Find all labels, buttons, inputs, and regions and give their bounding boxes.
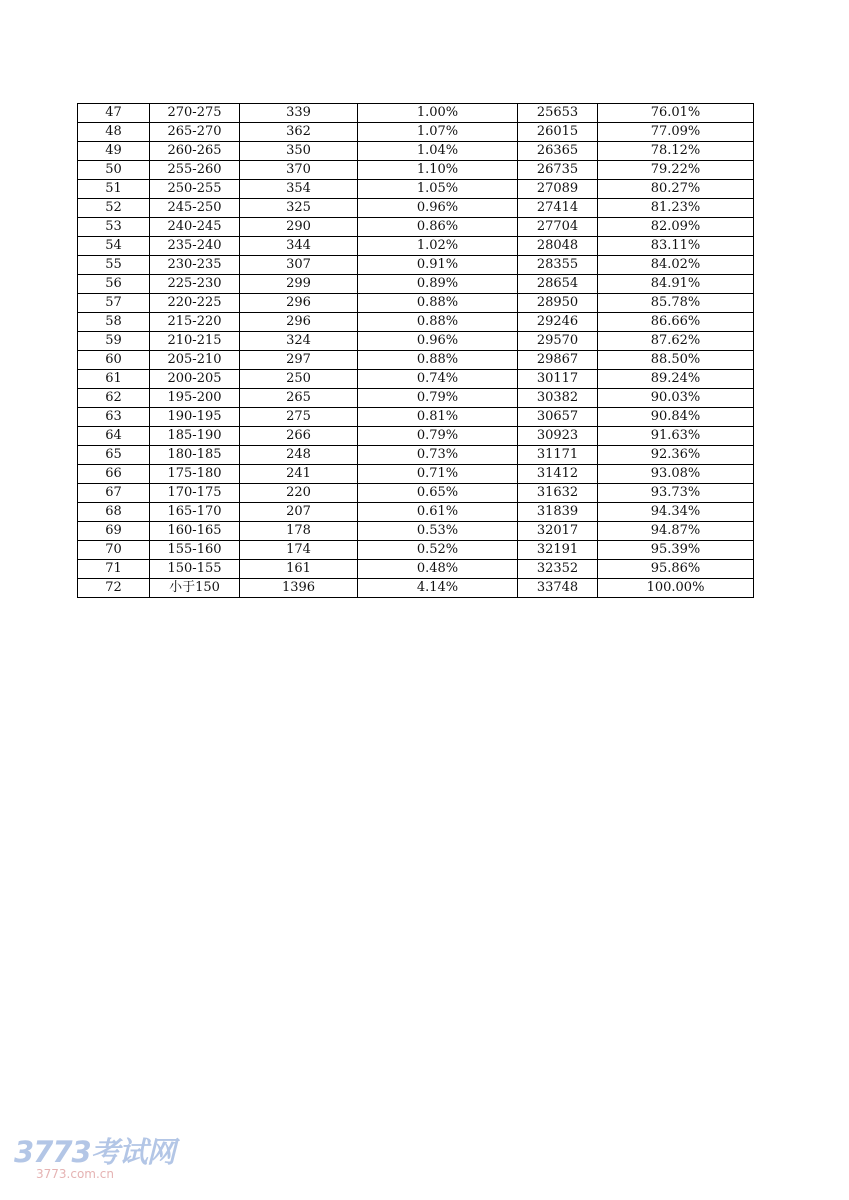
count-cell: 296 bbox=[240, 313, 358, 332]
count-cell: 370 bbox=[240, 161, 358, 180]
cumulative-percent-cell: 94.34% bbox=[598, 503, 754, 522]
cumulative-count-cell: 27089 bbox=[518, 180, 598, 199]
percent-cell: 0.48% bbox=[358, 560, 518, 579]
count-cell: 299 bbox=[240, 275, 358, 294]
cumulative-count-cell: 32352 bbox=[518, 560, 598, 579]
percent-cell: 0.89% bbox=[358, 275, 518, 294]
percent-cell: 0.96% bbox=[358, 199, 518, 218]
score-range-cell: 150-155 bbox=[150, 560, 240, 579]
count-cell: 362 bbox=[240, 123, 358, 142]
table-row bbox=[78, 332, 754, 351]
cumulative-percent-cell: 76.01% bbox=[598, 104, 754, 123]
percent-cell: 0.71% bbox=[358, 465, 518, 484]
score-range-cell: 175-180 bbox=[150, 465, 240, 484]
rank-cell: 68 bbox=[78, 503, 150, 522]
count-cell: 248 bbox=[240, 446, 358, 465]
cumulative-count-cell: 26735 bbox=[518, 161, 598, 180]
percent-cell: 1.10% bbox=[358, 161, 518, 180]
rank-cell: 72 bbox=[78, 579, 150, 598]
count-cell: 161 bbox=[240, 560, 358, 579]
rank-cell: 52 bbox=[78, 199, 150, 218]
score-range-cell: 245-250 bbox=[150, 199, 240, 218]
count-cell: 275 bbox=[240, 408, 358, 427]
percent-cell: 1.00% bbox=[358, 104, 518, 123]
table-row bbox=[78, 370, 754, 389]
percent-cell: 0.79% bbox=[358, 427, 518, 446]
percent-cell: 0.86% bbox=[358, 218, 518, 237]
percent-cell: 1.07% bbox=[358, 123, 518, 142]
cumulative-percent-cell: 86.66% bbox=[598, 313, 754, 332]
percent-cell: 1.04% bbox=[358, 142, 518, 161]
table-row bbox=[78, 142, 754, 161]
count-cell: 174 bbox=[240, 541, 358, 560]
rank-cell: 56 bbox=[78, 275, 150, 294]
cumulative-percent-cell: 95.86% bbox=[598, 560, 754, 579]
rank-cell: 69 bbox=[78, 522, 150, 541]
rank-cell: 65 bbox=[78, 446, 150, 465]
score-range-cell: 255-260 bbox=[150, 161, 240, 180]
cumulative-count-cell: 31839 bbox=[518, 503, 598, 522]
cumulative-percent-cell: 95.39% bbox=[598, 541, 754, 560]
rank-cell: 66 bbox=[78, 465, 150, 484]
cumulative-percent-cell: 84.91% bbox=[598, 275, 754, 294]
cumulative-count-cell: 33748 bbox=[518, 579, 598, 598]
table-row bbox=[78, 256, 754, 275]
rank-cell: 55 bbox=[78, 256, 150, 275]
percent-cell: 1.02% bbox=[358, 237, 518, 256]
percent-cell: 0.74% bbox=[358, 370, 518, 389]
cumulative-percent-cell: 85.78% bbox=[598, 294, 754, 313]
count-cell: 250 bbox=[240, 370, 358, 389]
site-watermark bbox=[14, 1137, 184, 1187]
score-range-cell: 160-165 bbox=[150, 522, 240, 541]
rank-cell: 60 bbox=[78, 351, 150, 370]
watermark-logo: 3773考试网 bbox=[14, 1135, 175, 1169]
rank-cell: 48 bbox=[78, 123, 150, 142]
score-range-cell: 170-175 bbox=[150, 484, 240, 503]
cumulative-count-cell: 28355 bbox=[518, 256, 598, 275]
cumulative-count-cell: 28654 bbox=[518, 275, 598, 294]
rank-cell: 54 bbox=[78, 237, 150, 256]
count-cell: 344 bbox=[240, 237, 358, 256]
cumulative-count-cell: 30382 bbox=[518, 389, 598, 408]
count-cell: 178 bbox=[240, 522, 358, 541]
table-row bbox=[78, 275, 754, 294]
table-row bbox=[78, 446, 754, 465]
rank-cell: 59 bbox=[78, 332, 150, 351]
table-row bbox=[78, 123, 754, 142]
rank-cell: 57 bbox=[78, 294, 150, 313]
cumulative-count-cell: 27704 bbox=[518, 218, 598, 237]
cumulative-count-cell: 28950 bbox=[518, 294, 598, 313]
percent-cell: 0.79% bbox=[358, 389, 518, 408]
cumulative-count-cell: 29570 bbox=[518, 332, 598, 351]
cumulative-count-cell: 29867 bbox=[518, 351, 598, 370]
cumulative-count-cell: 31171 bbox=[518, 446, 598, 465]
rank-cell: 53 bbox=[78, 218, 150, 237]
cumulative-percent-cell: 80.27% bbox=[598, 180, 754, 199]
cumulative-percent-cell: 84.02% bbox=[598, 256, 754, 275]
score-range-cell: 195-200 bbox=[150, 389, 240, 408]
table-row bbox=[78, 389, 754, 408]
table-row bbox=[78, 560, 754, 579]
rank-cell: 63 bbox=[78, 408, 150, 427]
cumulative-percent-cell: 90.84% bbox=[598, 408, 754, 427]
cumulative-percent-cell: 94.87% bbox=[598, 522, 754, 541]
percent-cell: 0.88% bbox=[358, 294, 518, 313]
score-distribution-table bbox=[77, 103, 754, 598]
count-cell: 350 bbox=[240, 142, 358, 161]
cumulative-percent-cell: 87.62% bbox=[598, 332, 754, 351]
count-cell: 354 bbox=[240, 180, 358, 199]
table-row bbox=[78, 408, 754, 427]
cumulative-percent-cell: 93.73% bbox=[598, 484, 754, 503]
table-row bbox=[78, 465, 754, 484]
cumulative-percent-cell: 83.11% bbox=[598, 237, 754, 256]
percent-cell: 0.61% bbox=[358, 503, 518, 522]
table-row bbox=[78, 237, 754, 256]
cumulative-count-cell: 31412 bbox=[518, 465, 598, 484]
cumulative-count-cell: 30117 bbox=[518, 370, 598, 389]
cumulative-percent-cell: 90.03% bbox=[598, 389, 754, 408]
cumulative-count-cell: 30657 bbox=[518, 408, 598, 427]
score-range-cell: 210-215 bbox=[150, 332, 240, 351]
score-range-cell: 250-255 bbox=[150, 180, 240, 199]
percent-cell: 0.88% bbox=[358, 351, 518, 370]
percent-cell: 0.73% bbox=[358, 446, 518, 465]
table-row bbox=[78, 522, 754, 541]
rank-cell: 61 bbox=[78, 370, 150, 389]
percent-cell: 0.53% bbox=[358, 522, 518, 541]
cumulative-percent-cell: 89.24% bbox=[598, 370, 754, 389]
score-range-cell: 185-190 bbox=[150, 427, 240, 446]
cumulative-percent-cell: 88.50% bbox=[598, 351, 754, 370]
count-cell: 241 bbox=[240, 465, 358, 484]
score-range-cell: 235-240 bbox=[150, 237, 240, 256]
rank-cell: 51 bbox=[78, 180, 150, 199]
rank-cell: 58 bbox=[78, 313, 150, 332]
count-cell: 220 bbox=[240, 484, 358, 503]
cumulative-percent-cell: 79.22% bbox=[598, 161, 754, 180]
count-cell: 307 bbox=[240, 256, 358, 275]
cumulative-percent-cell: 82.09% bbox=[598, 218, 754, 237]
percent-cell: 0.91% bbox=[358, 256, 518, 275]
score-range-cell: 260-265 bbox=[150, 142, 240, 161]
score-range-cell: 270-275 bbox=[150, 104, 240, 123]
cumulative-count-cell: 30923 bbox=[518, 427, 598, 446]
table-row bbox=[78, 484, 754, 503]
score-range-cell: 215-220 bbox=[150, 313, 240, 332]
cumulative-count-cell: 25653 bbox=[518, 104, 598, 123]
count-cell: 324 bbox=[240, 332, 358, 351]
rank-cell: 71 bbox=[78, 560, 150, 579]
table-row bbox=[78, 104, 754, 123]
rank-cell: 49 bbox=[78, 142, 150, 161]
cumulative-percent-cell: 93.08% bbox=[598, 465, 754, 484]
cumulative-count-cell: 26015 bbox=[518, 123, 598, 142]
percent-cell: 0.96% bbox=[358, 332, 518, 351]
cumulative-percent-cell: 77.09% bbox=[598, 123, 754, 142]
table-body bbox=[78, 104, 754, 598]
table-row bbox=[78, 427, 754, 446]
rank-cell: 50 bbox=[78, 161, 150, 180]
table-row bbox=[78, 199, 754, 218]
table-row bbox=[78, 351, 754, 370]
count-cell: 290 bbox=[240, 218, 358, 237]
score-range-cell: 230-235 bbox=[150, 256, 240, 275]
percent-cell: 0.65% bbox=[358, 484, 518, 503]
score-range-cell: 220-225 bbox=[150, 294, 240, 313]
percent-cell: 0.81% bbox=[358, 408, 518, 427]
count-cell: 296 bbox=[240, 294, 358, 313]
score-range-cell: 180-185 bbox=[150, 446, 240, 465]
cumulative-count-cell: 28048 bbox=[518, 237, 598, 256]
count-cell: 265 bbox=[240, 389, 358, 408]
percent-cell: 0.88% bbox=[358, 313, 518, 332]
cumulative-count-cell: 29246 bbox=[518, 313, 598, 332]
cumulative-percent-cell: 91.63% bbox=[598, 427, 754, 446]
table-row bbox=[78, 313, 754, 332]
table-row bbox=[78, 161, 754, 180]
rank-cell: 70 bbox=[78, 541, 150, 560]
cumulative-percent-cell: 81.23% bbox=[598, 199, 754, 218]
count-cell: 266 bbox=[240, 427, 358, 446]
count-cell: 1396 bbox=[240, 579, 358, 598]
cumulative-percent-cell: 92.36% bbox=[598, 446, 754, 465]
rank-cell: 62 bbox=[78, 389, 150, 408]
score-range-cell: 190-195 bbox=[150, 408, 240, 427]
percent-cell: 0.52% bbox=[358, 541, 518, 560]
count-cell: 297 bbox=[240, 351, 358, 370]
cumulative-count-cell: 32191 bbox=[518, 541, 598, 560]
score-range-cell: 240-245 bbox=[150, 218, 240, 237]
count-cell: 207 bbox=[240, 503, 358, 522]
table-row bbox=[78, 218, 754, 237]
cumulative-percent-cell: 78.12% bbox=[598, 142, 754, 161]
score-range-cell: 265-270 bbox=[150, 123, 240, 142]
cumulative-count-cell: 32017 bbox=[518, 522, 598, 541]
score-range-cell: 200-205 bbox=[150, 370, 240, 389]
rank-cell: 64 bbox=[78, 427, 150, 446]
cumulative-percent-cell: 100.00% bbox=[598, 579, 754, 598]
score-range-cell: 小于150 bbox=[150, 579, 240, 598]
percent-cell: 1.05% bbox=[358, 180, 518, 199]
table-row bbox=[78, 579, 754, 598]
percent-cell: 4.14% bbox=[358, 579, 518, 598]
table-row bbox=[78, 541, 754, 560]
score-range-cell: 155-160 bbox=[150, 541, 240, 560]
score-range-cell: 225-230 bbox=[150, 275, 240, 294]
count-cell: 325 bbox=[240, 199, 358, 218]
cumulative-count-cell: 31632 bbox=[518, 484, 598, 503]
table-row bbox=[78, 180, 754, 199]
rank-cell: 67 bbox=[78, 484, 150, 503]
cumulative-count-cell: 27414 bbox=[518, 199, 598, 218]
table-row bbox=[78, 503, 754, 522]
score-range-cell: 205-210 bbox=[150, 351, 240, 370]
score-range-cell: 165-170 bbox=[150, 503, 240, 522]
cumulative-count-cell: 26365 bbox=[518, 142, 598, 161]
watermark-url: 3773.com.cn bbox=[36, 1167, 114, 1181]
rank-cell: 47 bbox=[78, 104, 150, 123]
count-cell: 339 bbox=[240, 104, 358, 123]
table-row bbox=[78, 294, 754, 313]
